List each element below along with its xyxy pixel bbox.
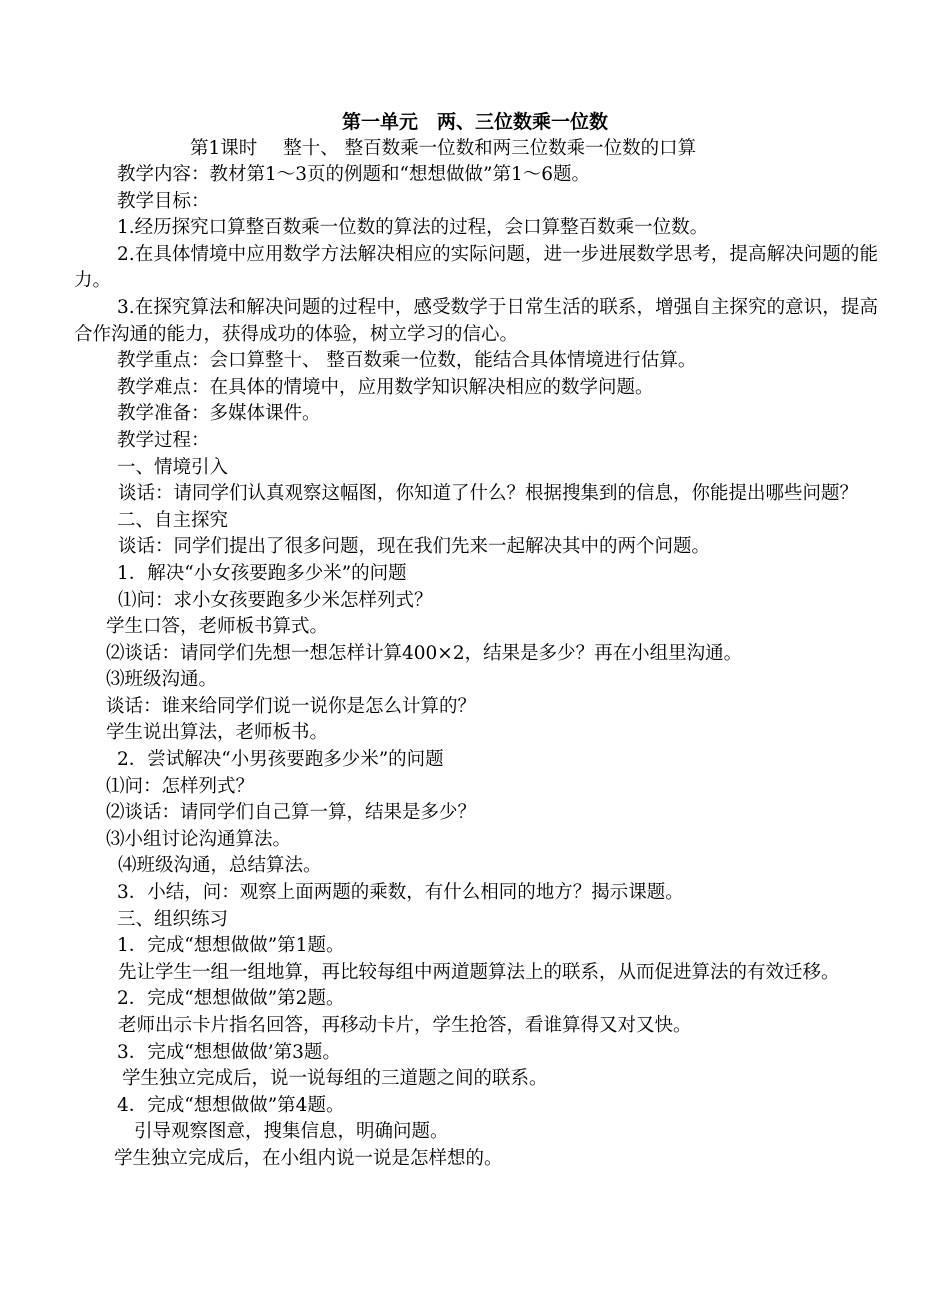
section-heading: 一、情境引入 bbox=[117, 456, 229, 478]
paragraph: 2．完成“想想做做”第2题。 bbox=[117, 988, 345, 1010]
paragraph: 2.在具体情境中应用数学方法解决相应的实际问题，进一步进展数学思考，提高解决问题的能力。 bbox=[74, 243, 878, 292]
paragraph: 4．完成“想想做做”第4题。 bbox=[117, 1094, 345, 1116]
paragraph: 1.经历探究口算整百数乘一位数的算法的过程，会口算整百数乘一位数。 bbox=[117, 217, 709, 239]
paragraph: 教学目标： bbox=[117, 190, 210, 212]
paragraph: 教学重点：会口算整十、 整百数乘一位数，能结合具体情境进行估算。 bbox=[117, 350, 697, 372]
paragraph: 3.在探究算法和解决问题的过程中，感受数学于日常生活的联系，增强自主探究的意识，提高合作沟通的能力，获得成功的体验，树立学习的信心。 bbox=[74, 296, 878, 345]
lesson-number: 第1课时 bbox=[190, 138, 258, 159]
paragraph: 教学难点：在具体的情境中，应用数学知识解决相应的数学问题。 bbox=[117, 376, 654, 398]
paragraph: 谈话：同学们提出了很多问题，现在我们先来一起解决其中的两个问题。 bbox=[118, 536, 711, 558]
paragraph: 教学准备：多媒体课件。 bbox=[117, 403, 321, 425]
paragraph: 学生独立完成后，说一说每组的三道题之间的联系。 bbox=[122, 1068, 548, 1090]
page-title: 第一单元 两、三位数乘一位数 bbox=[341, 111, 608, 133]
paragraph: 先让学生一组一组地算，再比较每组中两道题算法上的联系，从而促进算法的有效迁移。 bbox=[118, 961, 840, 983]
paragraph: ⑶小组讨论沟通算法。 bbox=[106, 828, 292, 850]
paragraph: ⑷班级沟通，总结算法。 bbox=[118, 855, 322, 877]
paragraph: 学生口答，老师板书算式。 bbox=[106, 616, 329, 638]
paragraph: ⑴问：求小女孩要跑多少米怎样列式？ bbox=[118, 589, 433, 611]
paragraph: 3．小结，问：观察上面两题的乘数，有什么相同的地方？揭示课题。 bbox=[117, 882, 684, 904]
paragraph: 老师出示卡片指名回答，再移动卡片，学生抢答，看谁算得又对又快。 bbox=[118, 1015, 692, 1036]
paragraph: ⑵谈话：请同学们先想一想怎样计算400×2，结果是多少？再在小组里沟通。 bbox=[106, 642, 743, 664]
paragraph: ⑶班级沟通。 bbox=[106, 669, 218, 691]
paragraph: 1．完成“想想做做”第1题。 bbox=[117, 935, 345, 957]
paragraph: ⑵谈话：请同学们自己算一算，结果是多少？ bbox=[106, 802, 477, 824]
lesson-topic: 整十、 整百数乘一位数和两三位数乘一位数的口算 bbox=[283, 138, 697, 159]
document-body bbox=[74, 162, 878, 1173]
paragraph: 教学内容：教材第1～3页的例题和“想想做做”第1～6题。 bbox=[117, 164, 590, 185]
paragraph: 谈话：谁来给同学们说一说你是怎么计算的？ bbox=[106, 695, 477, 717]
lesson-subtitle bbox=[190, 136, 696, 162]
paragraph: 教学过程： bbox=[117, 429, 210, 451]
paragraph: 1．解决“小女孩要跑多少米”的问题 bbox=[117, 562, 407, 584]
paragraph: 学生说出算法，老师板书。 bbox=[106, 722, 329, 744]
section-heading: 二、自主探究 bbox=[117, 509, 229, 531]
section-heading: 三、组织练习 bbox=[117, 908, 229, 930]
paragraph: 3．完成“想想做做’第3题。 bbox=[117, 1041, 341, 1063]
paragraph: ⑴问：怎样列式？ bbox=[106, 775, 255, 797]
paragraph: 引导观察图意，搜集信息，明确问题。 bbox=[134, 1121, 449, 1143]
paragraph: 谈话：请同学们认真观察这幅图，你知道了什么？根据搜集到的信息，你能提出哪些问题？ bbox=[118, 483, 859, 505]
paragraph: 2．尝试解决“小男孩要跑多少米”的问题 bbox=[117, 749, 444, 771]
paragraph: 学生独立完成后，在小组内说一说是怎样想的。 bbox=[114, 1147, 503, 1169]
